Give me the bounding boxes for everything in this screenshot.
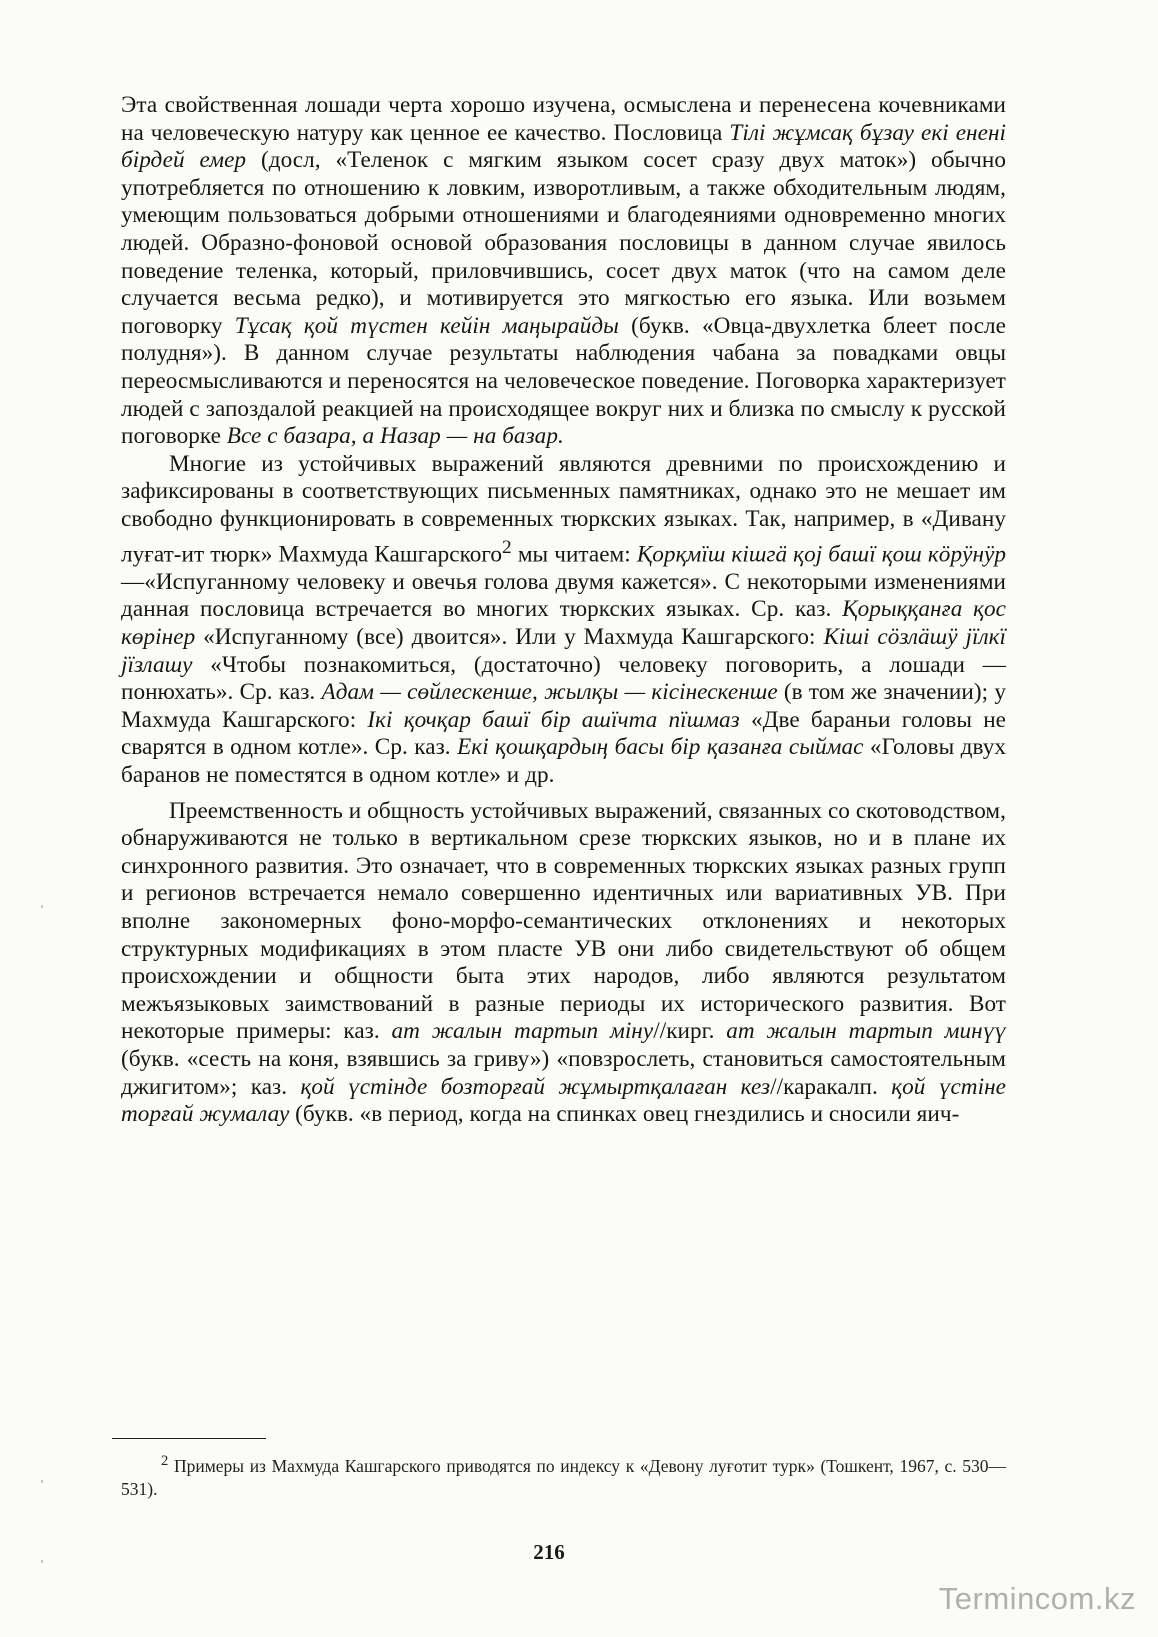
text-run: Эта свойственная лошади черта хорошо изучена, осмыслена и перенесена кочевниками на человеческую натуру как ценное ее качество. Пословица [121, 92, 1006, 146]
text-run: (букв. «сесть на коня, взявшись за гриву») «повзрослеть, становиться самостоятельным джигитом»; каз. [121, 1045, 1006, 1100]
italic-phrase: Тұсақ қой түстен кейін маңырайды [234, 312, 619, 339]
paragraph [121, 451, 1006, 790]
italic-phrase: Тілі жұмсақ бұзау екі енені бірдей емер [121, 119, 1006, 174]
footnote-mark: 2 [161, 1453, 169, 1469]
text-run: Преемственность и общность устойчивых выражений, связанных со скотоводством, обнаруживаются не только в вертикальном срезе тюркских языков, но и в плане их синхронного развития. Это означает, что в современных тюркских языках разных групп и регионов встречается немало совершенно идентичных или вариативных УВ. При вполне закономерных фоно-морфо-семантических отклонениях и некоторых структурных модификациях в этом пласте УВ они либо свидетельствуют об общем происхождении и общности быта этих народов, либо являются результатом межъязыковых заимствований в разные периоды их исторического развития. Вот некоторые примеры: каз. [121, 797, 1006, 1045]
italic-phrase: Адам — сөйлескенше, жылқы — кісінескенше [321, 679, 778, 706]
text-run: (досл, «Теленок с мягким языком сосет сразу двух маток») обычно употребляется по отношению к ловким, изворотливым, а также обходительным людям, умеющим пользоваться добрыми отношениями и благодеяниями одновременно многих людей. Образно-фоновой основой образования пословицы в данном случае явилось поведение теленка, который, приловчившись, сосет двух маток (что на самом деле случается весьма редко), и мотивируется это мягкостью его языка. Или возьмем поговорку [121, 147, 1006, 339]
italic-phrase: ат жалын тартып минүү [726, 1018, 1006, 1045]
italic-phrase: Қорқмïш кішгä қој башï қош кöрÿнÿр [636, 541, 1006, 568]
text-run: «Чтобы познакомиться, (достаточно) человеку поговорить, а лошади — понюхать». Ср. каз. [121, 651, 1006, 706]
italic-phrase: қой үстіне торғай жумалау [121, 1073, 1006, 1128]
italic-phrase: ат жалын тартып міну [391, 1018, 654, 1045]
text-run: (букв. «в период, когда на спинках овец гнездились и сносили яич- [289, 1101, 960, 1128]
text-run: Многие из устойчивых выражений являются древними по происхождению и зафиксированы в соответствующих письменных памятниках, однако это не мешает им свободно функционировать в современных тюркских языках. Так, например, в «Дивану луғат-ит тюрк» Махмуда Кашгарского [121, 450, 1006, 568]
scan-artifact [41, 1560, 43, 1563]
footnote-divider [112, 1438, 266, 1439]
text-run: —«Испуганному человеку и овечья голова двумя кажется». С некоторыми изменениями данная пословица встречается во многих тюркских языках. Ср. каз. [121, 568, 1006, 623]
italic-phrase: Кіші сöзлäшÿ јïлкï јïзлашу [121, 624, 1006, 678]
italic-phrase: Қорыққанға қос көрінер [121, 596, 1007, 651]
footnote-reference: 2 [502, 536, 512, 558]
text-run: мы читаем: [511, 541, 637, 568]
italic-phrase: қой үстінде бозторғай жұмыртқалаған кез [300, 1073, 771, 1100]
text-run: (букв. «Овца-двухлетка блеет после полудня»). В данном случае результаты наблюдения чабана за повадками овцы переосмысливаются и переносятся на человеческое поведение. Поговорка характеризует людей с запоздалой реакцией на происходящее вокруг них и близка по смыслу к русской поговорке [121, 312, 1006, 450]
text-run: //кирг. [653, 1018, 727, 1045]
text-run: //каракалп. [770, 1073, 892, 1100]
paragraph [121, 92, 1006, 451]
scan-artifact [41, 905, 43, 908]
italic-phrase: Ікі қочқар башï бір ашïчта пïшмаз [367, 706, 740, 733]
scan-artifact [41, 1480, 43, 1483]
text-run: «Две бараньи головы не сварятся в одном котле». Ср. каз. [121, 706, 1006, 761]
footnote-text: Примеры из Махмуда Кашгарского приводятся по индексу к «Девону луғотит турк» (Тошкент, 1967, с. 530—531). [121, 1455, 1006, 1499]
body-text [121, 92, 1006, 1129]
text-run: «Головы двух баранов не поместятся в одном котле» и др. [121, 734, 1007, 788]
text-run: «Испуганному (все) двоится». Или у Махмуда Кашгарского: [195, 624, 824, 651]
text-run: (в том же значении); у Махмуда Кашгарского: [121, 679, 1006, 733]
italic-phrase: Екі қошқардың басы бір қазанға сыймас [457, 734, 864, 761]
page-number: 216 [533, 1540, 565, 1564]
watermark-logo: Termincom.kz [938, 1581, 1136, 1616]
italic-phrase: Все с базара, а Назар — на базар. [226, 423, 564, 450]
footnote [121, 1450, 1006, 1501]
paragraph [121, 798, 1006, 1129]
